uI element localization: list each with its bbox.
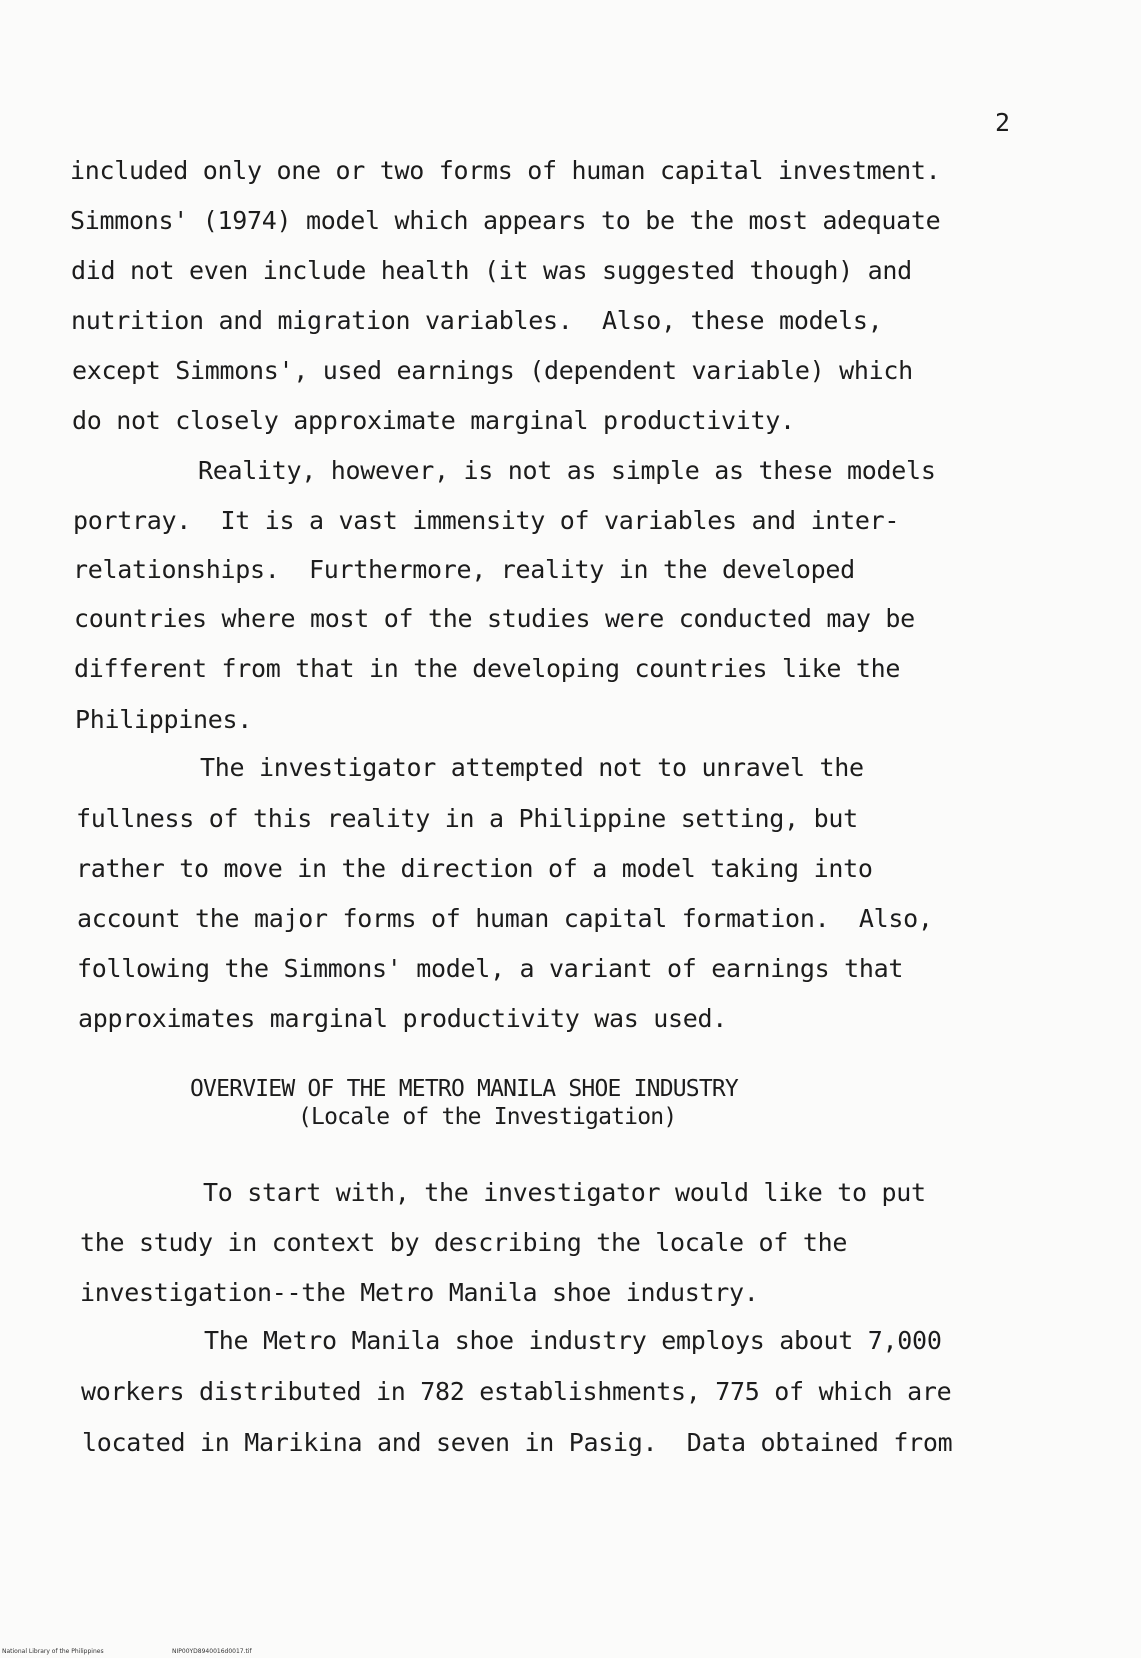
paragraph-3-line-3: rather to move in the direction of a model taking into <box>76 854 873 883</box>
paragraph-1-line-6: do not closely approximate marginal productivity. <box>72 406 795 435</box>
paragraph-3-line-4: account the major forms of human capital formation. Also, <box>77 904 933 933</box>
section-heading-title: OVERVIEW OF THE METRO MANILA SHOE INDUSTRY <box>190 1076 738 1102</box>
paragraph-5-line-2: workers distributed in 782 establishments, 775 of which are <box>81 1377 952 1406</box>
paragraph-2-line-6: Philippines. <box>75 705 253 734</box>
paragraph-2-line-3: relationships. Furthermore, reality in the developed <box>73 555 855 584</box>
paragraph-5-line-1: The Metro Manila shoe industry employs about 7,000 <box>204 1326 942 1355</box>
paragraph-2-line-1: Reality, however, is not as simple as these models <box>198 456 936 485</box>
paragraph-1-line-1: included only one or two forms of human capital investment. <box>70 156 941 185</box>
paragraph-2-line-4: countries where most of the studies were conducted may be <box>74 604 915 633</box>
paragraph-3-line-5: following the Simmons' model, a variant of earnings that <box>77 954 904 983</box>
paragraph-1-line-3: did not even include health (it was suggested though) and <box>71 256 912 285</box>
paragraph-3-line-1: The investigator attempted not to unravel the <box>200 753 864 782</box>
paragraph-3-line-2: fullness of this reality in a Philippine setting, but <box>76 804 858 833</box>
paragraph-1-line-5: except Simmons', used earnings (dependent variable) which <box>72 356 913 385</box>
paragraph-4-line-3: investigation--the Metro Manila shoe industry. <box>80 1278 759 1307</box>
paragraph-2-line-2: portray. It is a vast immensity of variables and inter- <box>73 506 900 535</box>
paragraph-4-line-2: the study in context by describing the locale of the <box>80 1228 848 1257</box>
page-number: 2 <box>995 108 1011 137</box>
paragraph-1-line-4: nutrition and migration variables. Also, these models, <box>71 306 883 335</box>
paragraph-4-line-1: To start with, the investigator would like to put <box>203 1178 926 1207</box>
footer-library-label: National Library of the Philippines <box>2 1648 104 1655</box>
paragraph-3-line-6: approximates marginal productivity was used. <box>78 1004 728 1033</box>
paragraph-5-line-3: located in Marikina and seven in Pasig. Data obtained from <box>82 1428 953 1457</box>
footer-file-name: NIP00YD8940016d0017.tif <box>172 1648 252 1655</box>
section-heading-subtitle: (Locale of the Investigation) <box>298 1104 677 1130</box>
paragraph-2-line-5: different from that in the developing countries like the <box>74 654 901 683</box>
paragraph-1-line-2: Simmons' (1974) model which appears to be the most adequate <box>70 206 941 235</box>
